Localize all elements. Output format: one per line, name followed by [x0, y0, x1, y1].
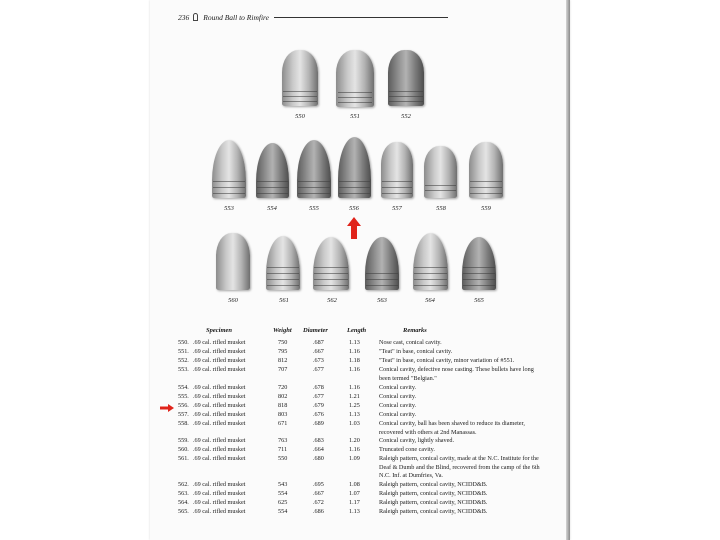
diameter-value: .667 — [313, 348, 324, 355]
remarks-text: "Teat" in base, conical cavity, minor variation of #551. — [379, 357, 515, 364]
specimen-description: .69 cal. rifled musket — [193, 508, 246, 515]
specimen-description: .69 cal. rifled musket — [193, 366, 246, 373]
length-value: 1.17 — [349, 499, 360, 506]
page-header — [178, 10, 448, 24]
length-value: 1.21 — [349, 393, 360, 400]
specimen-description: .69 cal. rifled musket — [193, 420, 246, 427]
remarks-text: Conical cavity. — [379, 402, 417, 409]
bullet-photo-559 — [469, 142, 503, 198]
specimen-description: .69 cal. rifled musket — [193, 339, 246, 346]
specimen-number: 554. — [178, 384, 189, 391]
specimen-description: .69 cal. rifled musket — [193, 402, 246, 409]
diameter-value: .695 — [313, 481, 324, 488]
specimen-number: 562. — [178, 481, 189, 488]
diameter-value: .679 — [313, 402, 324, 409]
remarks-text: Truncated cone cavity. — [379, 446, 435, 453]
diameter-value: .680 — [313, 455, 324, 462]
length-value: 1.13 — [349, 411, 360, 418]
diameter-value: .678 — [313, 384, 324, 391]
figure-label: 565 — [474, 297, 484, 304]
specimen-description: .69 cal. rifled musket — [193, 455, 246, 462]
remarks-text: Conical cavity. — [379, 393, 417, 400]
specimen-description: .69 cal. rifled musket — [193, 384, 246, 391]
row-pointer-arrow-icon — [160, 404, 174, 412]
weight-value: 711 — [278, 446, 288, 453]
specimen-description: .69 cal. rifled musket — [193, 437, 246, 444]
specimen-number: 559. — [178, 437, 189, 444]
page-edge-shadow — [566, 0, 570, 540]
specimen-number: 561. — [178, 455, 189, 462]
specimen-number: 565. — [178, 508, 189, 515]
col-header-specimen: Specimen — [206, 327, 232, 334]
specimen-description: .69 cal. rifled musket — [193, 393, 246, 400]
figure-label: 562 — [327, 297, 337, 304]
figure-label: 560 — [228, 297, 238, 304]
figure-label: 564 — [425, 297, 435, 304]
weight-value: 818 — [278, 402, 288, 409]
running-title: Round Ball to Rimfire — [203, 12, 270, 22]
specimen-description: .69 cal. rifled musket — [193, 348, 246, 355]
specimen-number: 552. — [178, 357, 189, 364]
weight-value: 720 — [278, 384, 288, 391]
diameter-value: .672 — [313, 499, 324, 506]
remarks-text: Raleigh pattern, conical cavity, NCIDD&B. — [379, 508, 488, 515]
length-value: 1.13 — [349, 339, 360, 346]
remarks-text: Conical cavity. — [379, 411, 417, 418]
specimen-number: 564. — [178, 499, 189, 506]
figure-label: 550 — [295, 113, 305, 120]
bullet-icon — [193, 13, 198, 21]
specimen-number: 555. — [178, 393, 189, 400]
bullet-photo-551 — [336, 50, 374, 107]
specimen-number: 551. — [178, 348, 189, 355]
weight-value: 812 — [278, 357, 288, 364]
figure-label: 552 — [401, 113, 411, 120]
specimen-number: 553. — [178, 366, 189, 373]
figure-label: 561 — [279, 297, 289, 304]
length-value: 1.16 — [349, 384, 360, 391]
bullet-photo-557 — [381, 142, 413, 198]
figure-label: 559 — [481, 205, 491, 212]
diameter-value: .683 — [313, 437, 324, 444]
bullet-photo-560 — [216, 233, 250, 290]
remarks-text: Raleigh pattern, conical cavity, made at the N.C. Institute for the Deaf & Dumb and the Blind, recovered from the camp of the 6th N.C. Inf. at Dumfries, Va. — [379, 455, 540, 479]
figure-label: 555 — [309, 205, 319, 212]
figure-label: 557 — [392, 205, 402, 212]
col-header-remarks: Remarks — [403, 327, 427, 334]
specimen-description: .69 cal. rifled musket — [193, 499, 246, 506]
specimen-number: 563. — [178, 490, 189, 497]
remarks-text: Conical cavity, ball has been shaved to reduce its diameter, recovered with others at 2nd Manassas. — [379, 420, 525, 436]
length-value: 1.25 — [349, 402, 360, 409]
weight-value: 554 — [278, 490, 288, 497]
remarks-text: Raleigh pattern, conical cavity, NCIDD&B. — [379, 499, 488, 506]
figure-label: 563 — [377, 297, 387, 304]
diameter-value: .676 — [313, 411, 324, 418]
remarks-text: Conical cavity. — [379, 384, 417, 391]
length-value: 1.16 — [349, 366, 360, 373]
col-header-weight: Weight — [273, 327, 292, 334]
weight-value: 763 — [278, 437, 288, 444]
highlight-arrow-up-icon — [347, 217, 361, 239]
specimen-description: .69 cal. rifled musket — [193, 481, 246, 488]
specimen-number: 556. — [178, 402, 189, 409]
weight-value: 750 — [278, 339, 288, 346]
weight-value: 543 — [278, 481, 288, 488]
diameter-value: .689 — [313, 420, 324, 427]
diameter-value: .673 — [313, 357, 324, 364]
col-header-length: Length — [347, 327, 367, 334]
specimen-number: 557. — [178, 411, 189, 418]
remarks-text: Conical cavity, defective nose casting. These bullets have long been termed "Belgian." — [379, 366, 534, 382]
remarks-text: Conical cavity, lightly shaved. — [379, 437, 455, 444]
length-value: 1.18 — [349, 357, 360, 364]
weight-value: 671 — [278, 420, 288, 427]
specimen-description: .69 cal. rifled musket — [193, 490, 246, 497]
bullet-photo-550 — [282, 50, 318, 106]
specimen-description: .69 cal. rifled musket — [193, 411, 246, 418]
length-value: 1.08 — [349, 481, 360, 488]
weight-value: 802 — [278, 393, 288, 400]
length-value: 1.20 — [349, 437, 360, 444]
length-value: 1.16 — [349, 348, 360, 355]
figure-label: 558 — [436, 205, 446, 212]
weight-value: 625 — [278, 499, 288, 506]
figure-label: 556 — [349, 205, 359, 212]
weight-value: 795 — [278, 348, 288, 355]
weight-value: 550 — [278, 455, 288, 462]
col-header-diameter: Diameter — [303, 327, 328, 334]
specimen-number: 560. — [178, 446, 189, 453]
header-rule — [274, 17, 448, 18]
specimen-description: .69 cal. rifled musket — [193, 357, 246, 364]
bullet-photo-552 — [388, 50, 424, 106]
length-value: 1.09 — [349, 455, 360, 462]
weight-value: 554 — [278, 508, 288, 515]
figure-label: 551 — [350, 113, 360, 120]
diameter-value: .667 — [313, 490, 324, 497]
bullet-photo-558 — [424, 146, 457, 198]
specimen-description: .69 cal. rifled musket — [193, 446, 246, 453]
diameter-value: .687 — [313, 339, 324, 346]
specimen-number: 558. — [178, 420, 189, 427]
remarks-text: Raleigh pattern, conical cavity, NCIDD&B. — [379, 490, 488, 497]
page-number: 236 — [178, 12, 190, 22]
diameter-value: .686 — [313, 508, 324, 515]
figure-label: 553 — [224, 205, 234, 212]
remarks-text: Nose cast, conical cavity. — [379, 339, 442, 346]
length-value: 1.13 — [349, 508, 360, 515]
specimen-number: 550. — [178, 339, 189, 346]
weight-value: 707 — [278, 366, 288, 373]
remarks-text: "Teat" in base, conical cavity. — [379, 348, 453, 355]
weight-value: 803 — [278, 411, 288, 418]
diameter-value: .677 — [313, 393, 324, 400]
diameter-value: .664 — [313, 446, 324, 453]
length-value: 1.03 — [349, 420, 360, 427]
length-value: 1.07 — [349, 490, 360, 497]
diameter-value: .677 — [313, 366, 324, 373]
remarks-text: Raleigh pattern, conical cavity, NCIDD&B. — [379, 481, 488, 488]
figure-label: 554 — [267, 205, 277, 212]
length-value: 1.16 — [349, 446, 360, 453]
